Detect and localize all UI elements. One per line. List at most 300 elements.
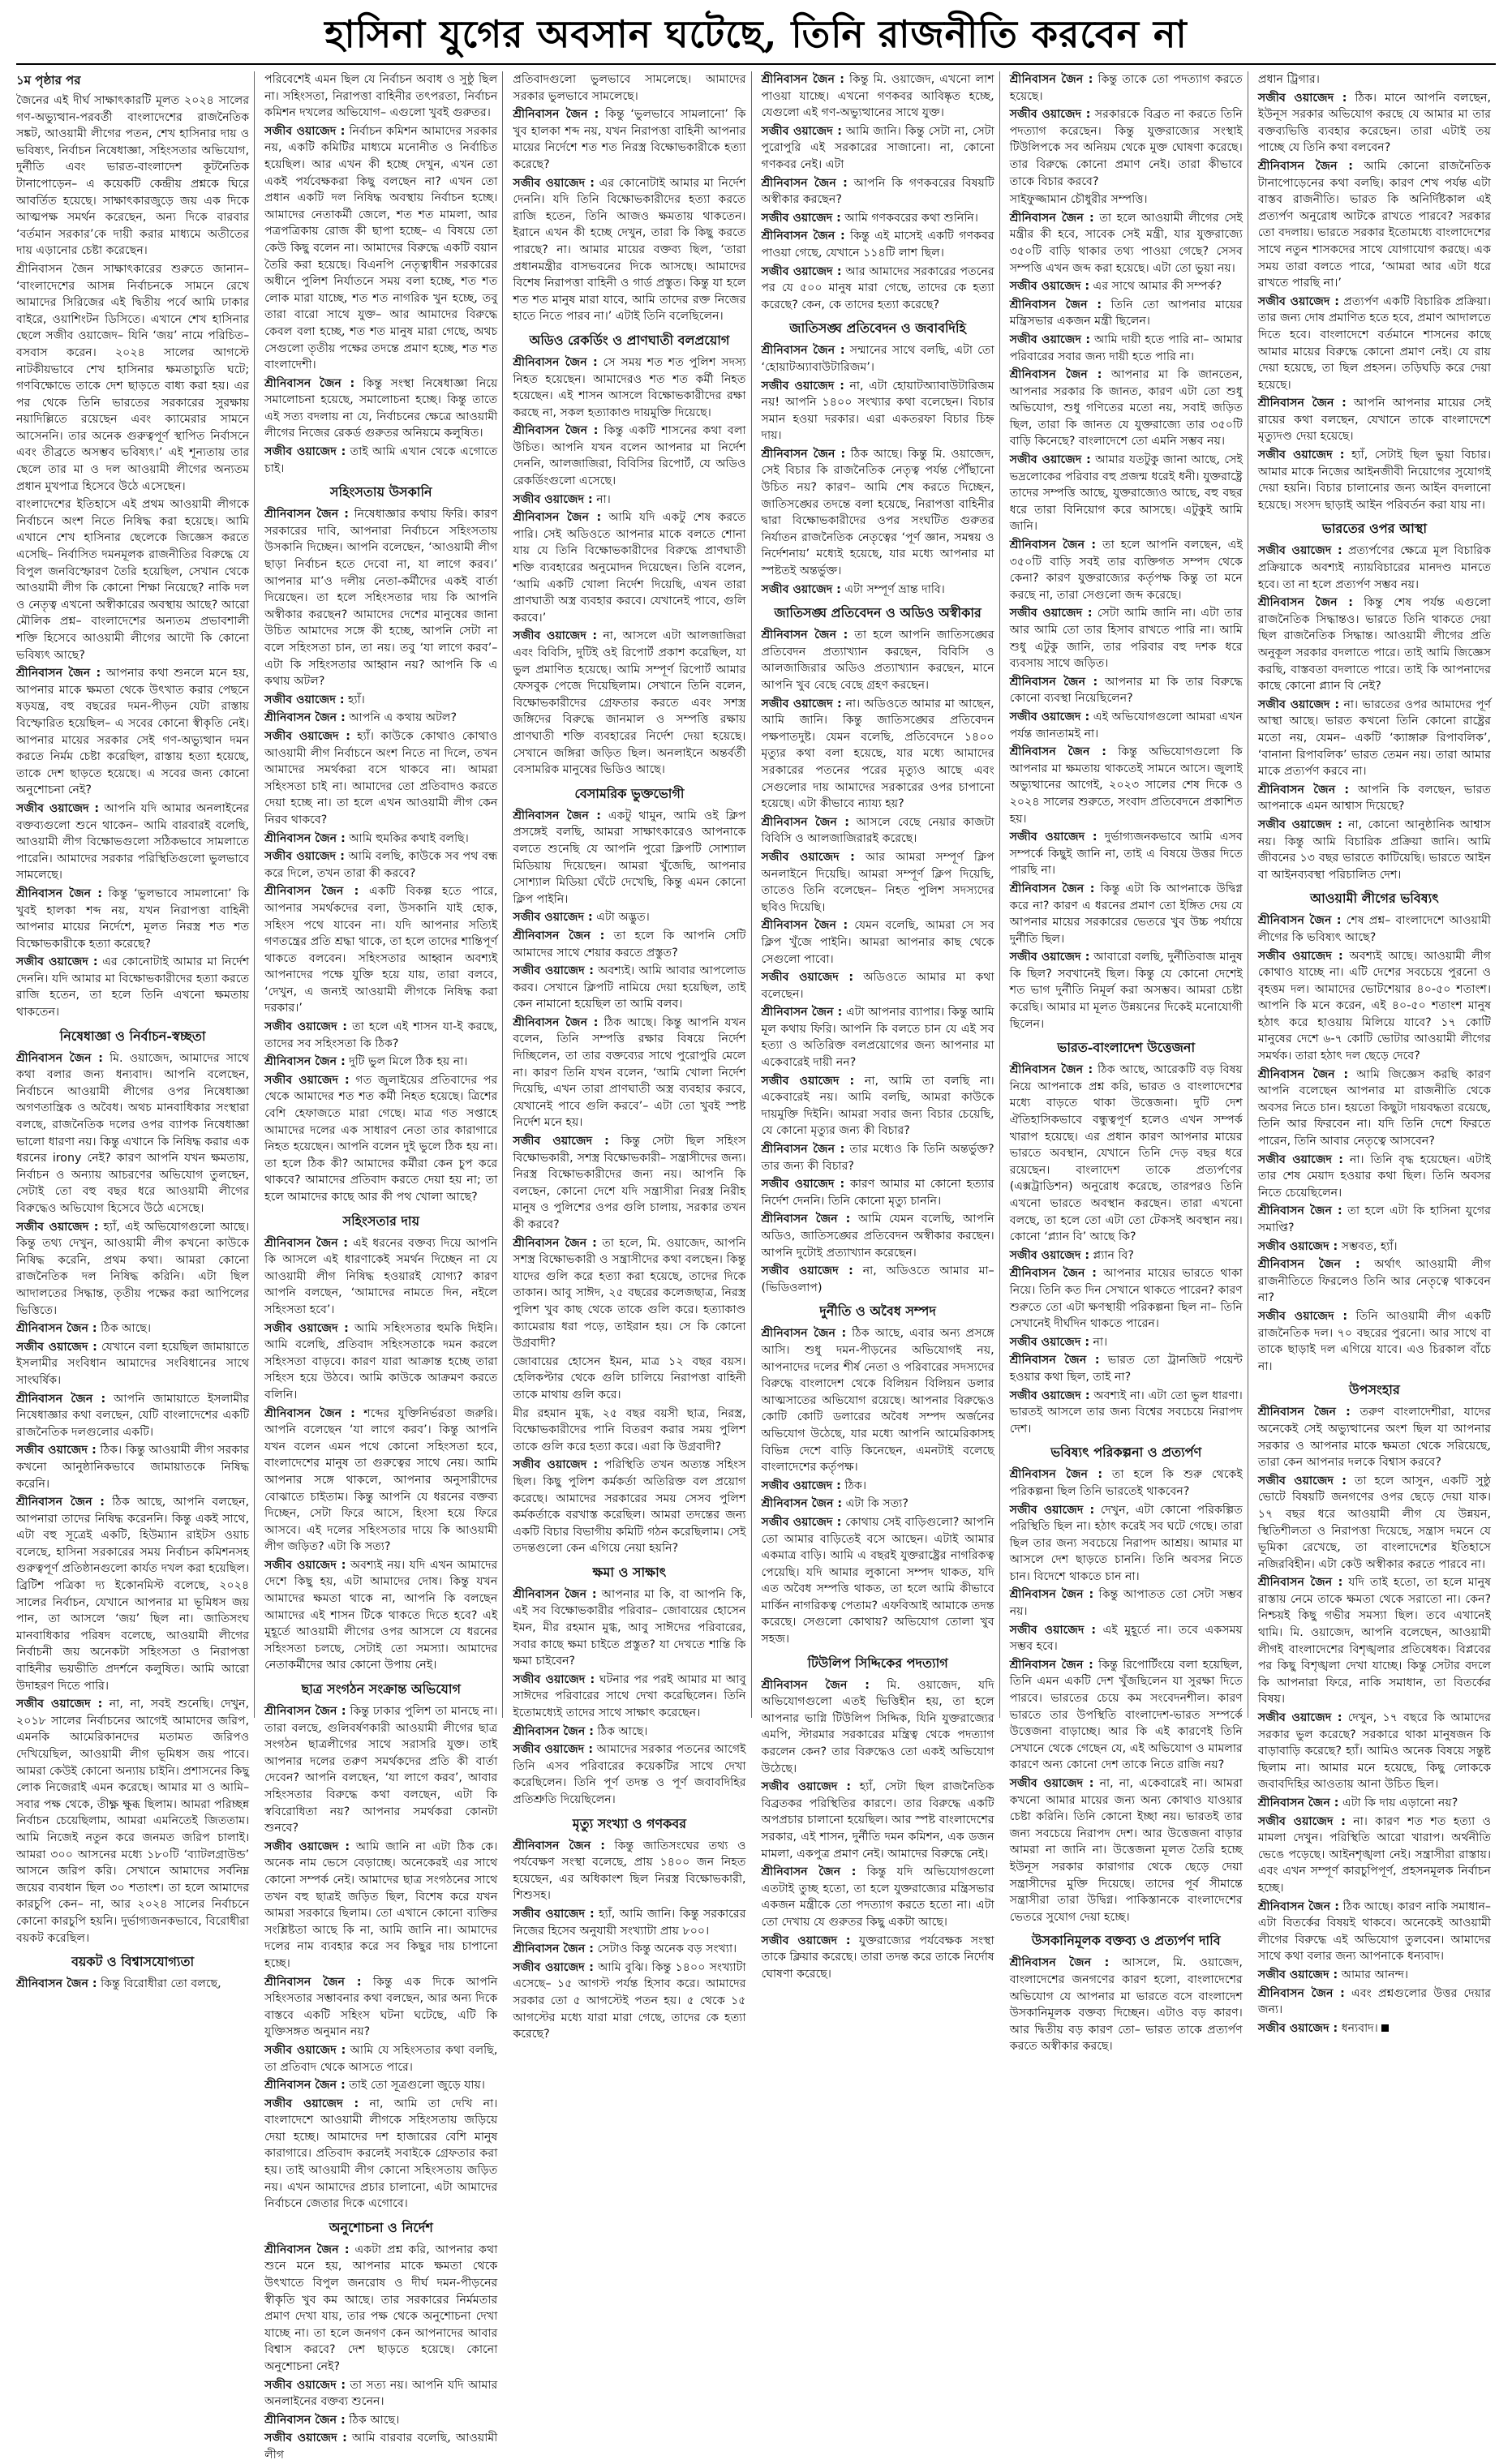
speaker-label: সজীব ওয়াজেদ : bbox=[1009, 831, 1097, 844]
paragraph-text: আমি যে সহিংসতার কথা বলছি, তা প্রতিবাদ থেকে আসতে পারে। bbox=[264, 2043, 498, 2074]
speaker-label: সজীব ওয়াজেদ : bbox=[1009, 333, 1090, 346]
paragraph bbox=[16, 496, 249, 663]
paragraph-text: তা হলে কি আপনি সেটি আমাদের সাথে শেয়ার করতে প্রস্তুত? bbox=[513, 929, 746, 959]
speaker-label: সজীব ওয়াজেদ : bbox=[1009, 1248, 1090, 1262]
paragraph bbox=[264, 1703, 497, 1837]
paragraph bbox=[762, 1496, 994, 1513]
paragraph bbox=[264, 2077, 497, 2094]
paragraph-text: ঠিক আছে, এবার অন্য প্রসঙ্গে আসি। শুধু দমন-পীড়নের অভিযোগই নয়, আপনাদের দলের শীর্ষ নেতা ও পরিবারের সদস্যদের বিরুদ্ধে বাংলাদেশ থেকে বিলিয়ন বিলিয়ন ডলার আত্মসাতের অভিযোগ রয়েছে। আপনার বিরুদ্ধেও কোটি কোটি ডলারের অবৈধ সম্পদ অর্জনের অভিযোগ উঠেছে, যার মধ্যে আপনি আমেরিকাসহ বিভিন্ন দেশে বাড়ি কিনেছেন, এমনটাই বলেছে বাংলাদেশের কর্তৃপক্ষ। bbox=[761, 1327, 994, 1475]
speaker-label: সজীব ওয়াজেদ : bbox=[513, 964, 594, 978]
paragraph bbox=[762, 1004, 994, 1071]
paragraph bbox=[1258, 1152, 1491, 1202]
speaker-label: শ্রীনিবাসন জৈন : bbox=[761, 230, 845, 243]
speaker-label: শ্রীনিবাসন জৈন : bbox=[761, 1865, 857, 1879]
continuation-label: ১ম পৃষ্ঠার পর bbox=[16, 73, 81, 88]
paragraph bbox=[762, 696, 994, 813]
paragraph bbox=[1010, 1502, 1243, 1586]
paragraph-text: ভারত তো ট্রানজিট পয়েন্ট হওয়ার কথা ছিল, তাই না? bbox=[1009, 1354, 1243, 1384]
paragraph-text: জৈনের এই দীর্ঘ সাক্ষাৎকারটি মূলত ২০২৪ সালের গণ-অভ্যুত্থান-পরবর্তী বাংলাদেশের রাজনৈতিক সঙ্কট, আওয়ামী লীগের পতন, শেখ হাসিনার দায় ও ভবিষ্যৎ, নির্বাচন নিষেধাজ্ঞা, সহিংসতার অভিযোগ, দুর্নীতি এবং ভারত-বাংলাদেশ কূটনৈতিক টানাপোড়েন– এ কয়েকটি কেন্দ্রীয় প্রশ্নকে ঘিরে আবর্তিত হয়েছে। সাক্ষাৎকারজুড়ে জয় এক দিকে আত্মপক্ষ সমর্থন করেছেন, অন্য দিকে বারবার ‘বর্তমান সরকার’কে দায়ী করার মাধ্যমে অতীতের দায় এড়ানোর চেষ্টা করেছেন। bbox=[16, 94, 250, 258]
paragraph bbox=[16, 801, 249, 884]
paragraph bbox=[513, 509, 745, 626]
paragraph-text: সম্মানের সাথে বলছি, এটা তো ‘হোয়াটঅ্যাবাউটারিজম’। bbox=[761, 344, 994, 374]
paragraph bbox=[264, 1406, 497, 1556]
paragraph bbox=[513, 1838, 745, 1904]
paragraph bbox=[762, 71, 994, 122]
paragraph-text: না। bbox=[1093, 1335, 1108, 1349]
paragraph bbox=[513, 175, 745, 325]
paragraph-text: কারণ আমার মা কোনো হত্যার নির্দেশ দেননি। তিনি কোনো মৃত্যু চাননি। bbox=[761, 1178, 994, 1208]
paragraph-text: তার মধ্যেও কি তিনি অন্তর্ভুক্ত? তার জন্য কী বিচার? bbox=[761, 1143, 994, 1173]
paragraph-text: তা হলে, মি. ওয়াজেদ, আপনি সশস্ত্র বিক্ষোভকারী ও সন্ত্রাসীদের কথা বলছেন। কিন্তু যাদের গুলি করে হত্যা করা হয়েছে, তাদের দিকে তাকান। আবু সাঈদ, ২৫ বছরের কলেজছাত্র, নিরস্ত্র পুলিশ খুব কাছ থেকে তাকে গুলি করে। হত্যাকাণ্ড ক্যামেরায় ধরা পড়ে, তাইরান হয়। সে কি কোনো উগ্রবাদী? bbox=[513, 1236, 746, 1350]
paragraph bbox=[16, 261, 249, 495]
paragraph bbox=[1010, 278, 1243, 295]
speaker-label: সজীব ওয়াজেদ : bbox=[16, 955, 98, 969]
paragraph bbox=[16, 1339, 249, 1389]
paragraph bbox=[16, 1696, 249, 1947]
speaker-label: শ্রীনিবাসন জৈন : bbox=[761, 919, 848, 933]
paragraph-text: সেটা আমি জানি না। এটা তার আর আমি তো তার হিসাব রাখতে পারি না। আমি শুধু এটুকু জানি, তার পরিবার বহু দশক ধরে ব্যবসায় সাথে জড়িত। bbox=[1009, 607, 1243, 671]
paragraph-text: ঠিক। কিন্তু আওয়ামী লীগ সরকার কখনো আনুষ্ঠানিকভাবে জামায়াতকে নিষিদ্ধ করেনি। bbox=[16, 1444, 250, 1491]
section-heading: উসকানিমূলক বক্তব্য ও প্রত্যর্পণ দাবি bbox=[1031, 1933, 1221, 1949]
speaker-label: সজীব ওয়াজেদ : bbox=[1009, 710, 1090, 723]
speaker-label: শ্রীনিবাসন জৈন : bbox=[16, 1977, 97, 1991]
paragraph bbox=[264, 123, 497, 374]
paragraph-text: অর্থাৎ আওয়ামী লীগ রাজনীতিতে ফিরলেও তিনি আর নেতৃত্বে থাকবেন না? bbox=[1257, 1258, 1492, 1305]
speaker-label: শ্রীনিবাসন জৈন : bbox=[761, 629, 848, 642]
paragraph bbox=[1010, 106, 1243, 190]
section-heading: সহিংসতায় উসকানি bbox=[329, 484, 432, 500]
speaker-label: শ্রীনিবাসন জৈন : bbox=[1009, 675, 1098, 689]
paragraph-text: প্রত্যর্পণ একটি বিচারিক প্রক্রিয়া। তার জন্য দোষ প্রমাণিত হতে হবে, প্রমাণ আদালতে দিতে হবে। বাংলাদেশে বর্তমানে শাসনের কাছে আমার মায়ের বিরুদ্ধে কোনো প্রমাণ নেই। যে রায় দেয়া হয়েছে, তা ছিল প্রহসন। তড়িঘড়ি করে দেয়া হয়েছে। bbox=[1257, 294, 1492, 392]
speaker-label: শ্রীনিবাসন জৈন : bbox=[1257, 1900, 1339, 1913]
speaker-label: শ্রীনিবাসন জৈন : bbox=[264, 711, 346, 725]
speaker-label: সজীব ওয়াজেদ : bbox=[1257, 1153, 1343, 1166]
speaker-label: সজীব ওয়াজেদ : bbox=[761, 264, 842, 278]
speaker-label: সজীব ওয়াজেদ : bbox=[1257, 1239, 1338, 1253]
paragraph-text: মি. ওয়াজেদ, যদি অভিযোগগুলো এতই ভিত্তিহীন হয়, তা হলে আপনার ভাগ্নি টিউলিপ সিদ্দিক, যিনি যুক্তরাজ্যের এমপি, স্টারমার সরকারের মন্ত্রিত্ব থেকে পদত্যাগ করলেন কেন? তার বিরুদ্ধেও তো একই অভিযোগ উঠেছে। bbox=[761, 1678, 994, 1775]
paragraph-text: কিন্তু সেটা ছিল সহিংস বিক্ষোভকারী, সশস্ত্র বিক্ষোভকারী– সন্ত্রাসীদের জন্য। নিরস্ত্র বিক্ষোভকারীদের জন্য নয়। আপনি কি বলছেন, কোনো দেশে যদি সন্ত্রাসীরা নিরস্ত্র নিরীহ মানুষ ও পুলিশের ওপর গুলি চালায়, সরকার তখন কী করবে? bbox=[513, 1135, 746, 1231]
paragraph bbox=[762, 210, 994, 227]
paragraph bbox=[513, 1354, 745, 1404]
paragraph bbox=[1258, 1067, 1491, 1150]
paragraph bbox=[264, 2096, 497, 2213]
paragraph-text: গত জুলাইয়ের প্রতিবাদের পর থেকে আমাদের শত শত কর্মী নিহত হয়েছে। ত্রিশের বেশি হেফাজতে মারা গেছে। মাত্র গত সপ্তাহে আমাদের দলের এক সাধারণ নেতা তার কারাগারে নিহত হয়েছেন। আপনি বলেন দুই ভুলে ঠিক হয় না। তা হলে ঠিক কী? আমাদের কর্মীরা কেন চুপ করে থাকবে? আমাদের প্রতিবাদ করতে দেয়া হয় না; তা হলে আমাদের কাছে আর কী পথ খোলা আছে? bbox=[264, 1073, 498, 1204]
paragraph-text: মি. ওয়াজেদ, আমাদের সাথে কথা বলার জন্য ধন্যবাদ। আপনি বলেছেন, নির্বাচনে আওয়ামী লীগের ওপর নিষেধাজ্ঞা অগণতান্ত্রিক ও অবৈধ। অথচ মানবাধিকার সংস্থারা বলছে, রাজনৈতিক দলের ওপর ব্যাপক নিষেধাজ্ঞা ভালো ধারণা নয়। কিন্তু এখানে কি নিষিদ্ধ করার এক ধরনের irony নেই? কারণ আপনি যখন ক্ষমতায়, নির্বাচন ও অন্যায় আচরণের অভিযোগ তুলছেন, সেটাই তো বহু বছর ধরে আওয়ামী লীগের বিরুদ্ধেও অভিযোগ হিসেবে উঠে এসেছে। bbox=[16, 1051, 250, 1215]
paragraph bbox=[264, 692, 497, 709]
paragraph bbox=[1258, 1795, 1491, 1812]
speaker-label: শ্রীনিবাসন জৈন : bbox=[264, 1705, 346, 1719]
paragraph bbox=[264, 2242, 497, 2376]
speaker-label: সজীব ওয়াজেদ : bbox=[1009, 1623, 1097, 1637]
paragraph bbox=[762, 264, 994, 314]
paragraph-text: ধন্যবাদ। bbox=[1341, 2021, 1378, 2035]
speaker-label: সজীব ওয়াজেদ : bbox=[513, 1135, 609, 1148]
speaker-label: সজীব ওয়াজেদ : bbox=[264, 693, 345, 706]
paragraph-text: অবশ্যই না। এটা তো ভুল ধারণা। ভারতই আসলে তার জন্য বিশ্বের সবচেয়ে নিরাপদ দেশ। bbox=[1009, 1389, 1243, 1436]
paragraph-text: হ্যাঁ, এই অভিযোগগুলো আছে। কিন্তু তথ্য দেখুন, আওয়ামী লীগ কখনো কাউকে নিষিদ্ধ করেনি, প্রথম কথা। আমরা কোনো রাজনৈতিক দল নিষিদ্ধ করিনি। এটা ছিল আদালতের সিদ্ধান্ত, তৃতীয় পক্ষের করা আপিলের ভিত্তিতে। bbox=[16, 1220, 250, 1317]
speaker-label: শ্রীনিবাসন জৈন : bbox=[1257, 596, 1353, 610]
speaker-label: শ্রীনিবাসন জৈন : bbox=[16, 886, 102, 900]
paragraph-text: কিন্তু ঢাকার পুলিশ তা মানছে না। তারা বলছে, গুলিবর্ষণকারী আওয়ামী লীগের ছাত্র সংগঠন ছাত্রলীগের সাথে সরাসরি যুক্ত। তাই আপনার দলের তরুণ সমর্থকদের প্রতি কী বার্তা দেবেন? আপনি বলছেন, ‘যা লাগে করব’, আবার সহিংসতার বিরুদ্ধে কথা বলছেন, এটা কি স্ববিরোধিতা নয়? আপনার সমর্থকরা কোনটা শুনবে? bbox=[264, 1705, 498, 1835]
speaker-label: সজীব ওয়াজেদ : bbox=[264, 445, 346, 459]
speaker-label: শ্রীনিবাসন জৈন : bbox=[513, 929, 605, 942]
speaker-label: শ্রীনিবাসন জৈন : bbox=[264, 2243, 350, 2256]
speaker-label: সজীব ওয়াজেদ : bbox=[761, 582, 841, 596]
paragraph-text: ঠিক আছে। কারণ নাকি সমাধান– এটা বিতর্কের বিষয়ই থাকবে। অনেকেই আওয়ামী লীগের বিরুদ্ধে এই অভিযোগ তুলবেন। আমাদের সাথে কথা বলার জন্য আপনাকে ধন্যবাদ। bbox=[1257, 1900, 1492, 1964]
paragraph-text: দুটি ভুল মিলে ঠিক হয় না। bbox=[349, 1055, 468, 1069]
paragraph bbox=[1258, 71, 1491, 88]
paragraph-text: শব্দের যুক্তিনির্ভরতা জরুরি। আপনি বলেছেন ‘যা লাগে করব’। কিন্তু আপনি যখন বলেন এমন পথে কোনো সহিংসতা হবে, বাংলাদেশের মানুষ তা গুরুত্বের সাথে নেয়। আমি আপনার সঙ্গে থাকলে, আপনার অনুসারীদের বোঝাতে চাইতাম। কিন্তু আপনি যে ধরনের বক্তব্য দিচ্ছেন, সেটা ফিরে আসে, হিংসা হয়ে ফিরে আসবে। এই দলের সহিংসতার দায়ে কি আওয়ামী লীগ জড়িত? এটা কি সত্য? bbox=[264, 1406, 498, 1554]
paragraph bbox=[1258, 1574, 1491, 1708]
paragraph bbox=[762, 1263, 994, 1296]
speaker-label: শ্রীনিবাসন জৈন : bbox=[513, 1724, 594, 1738]
paragraph-text: কিন্তু ‘ভুলভাবে সামলানো’ কি খুবই হালকা শব্দ নয়, যখন নিরাপত্তা বাহিনী আপনার মায়ের নির্দেশে, মূলত নিরস্ত্র শত শত বিক্ষোভকারীকে হত্যা করেছে? bbox=[16, 886, 250, 951]
paragraph-text: তা হলে আপনি বলছেন, এই ৩৫০টি বাড়ি সবই তার ব্যক্তিগত সম্পদ থেকে কেনা? কারণ যুক্তরাজ্যের কর্তৃপক্ষ কিন্তু তা মনে করছে না, তারা সেগুলো জব্দ করেছে। bbox=[1009, 539, 1243, 602]
speaker-label: শ্রীনিবাসন জৈন : bbox=[1257, 783, 1350, 796]
paragraph-text: তা হলে আসুন, একটি সুষ্ঠু ভোটে বিষয়টি জনগণের ওপর ছেড়ে দেয়া যাক। ১৭ বছর ধরে আওয়ামী লীগ যে উন্নয়ন, স্থিতিশীলতা ও নিরাপত্তা দিয়েছে, সন্ত্রাস দমনে যে ভূমিকা রেখেছে, তা বাংলাদেশের ইতিহাসে নজিরবিহীন। এটা কেউ অস্বীকার করতে পারবে না। bbox=[1257, 1474, 1492, 1571]
paragraph-text: আমি যেমন বলেছি, আপনি অডিও, জাতিসঙ্ঘের প্রতিবেদন অস্বীকার করছেন। আপনি দুটোই প্রত্যাখ্যান করেছেন। bbox=[761, 1213, 994, 1260]
paragraph bbox=[1258, 543, 1491, 593]
paragraph-text: কিন্তু সংস্থা নিষেধাজ্ঞা নিয়ে সমালোচনা হয়েছে, সমালোচনা হচ্ছে। কিন্তু তাতে এই সত্য বদলায় না যে, নির্বাচনের ক্ষেত্রে আওয়ামী লীগের নিজের রেকর্ড গুরুতর অনিয়মে কলুষিত। bbox=[264, 376, 498, 440]
paragraph bbox=[513, 1133, 745, 1234]
paragraph bbox=[1258, 90, 1491, 157]
speaker-label: সজীব ওয়াজেদ : bbox=[16, 1220, 99, 1234]
paragraph-text: তা হলে এটা কি হাসিনা যুগের সমাপ্তি? bbox=[1257, 1204, 1492, 1234]
paragraph-text: আমি জানি না এটা ঠিক কে। অনেক নাম ভেসে বেড়াচ্ছে। অনেকেরই এর সাথে কোনো সম্পর্ক নেই। আমাদের ছাত্র সংগঠনের সাথে তখন বহু ছাত্রই জড়িত ছিল, বিশেষ করে যখন আমরা সরকারে ছিলাম। তো এখানে কোনো ব্যক্তির সংশ্লিষ্টতা আছে কি না, আমি জানি না। আমাদের দলের নাম ব্যবহার করে সব কিছুর দায় চাপানো হচ্ছে। bbox=[264, 1839, 498, 1970]
paragraph bbox=[762, 849, 994, 916]
speaker-label: সজীব ওয়াজেদ : bbox=[1257, 1711, 1342, 1725]
paragraph-text: এর সাথে আমার কী সম্পর্ক? bbox=[1093, 280, 1222, 294]
paragraph bbox=[513, 628, 745, 778]
paragraph-text: ঠিক। মানে আপনি বলছেন, ইউনূস সরকার অভিযোগ করছে যে আমার মা তার বক্তব্যভিত্তি ব্যবহার করেছেন। তারা এটাই তয় পাচ্ছে যে তিনি কথা বলবেন? bbox=[1257, 91, 1492, 155]
section-heading: ছাত্র সংগঠন সংক্রান্ত অভিযোগ bbox=[301, 1681, 461, 1698]
speaker-label: শ্রীনিবাসন জৈন : bbox=[1009, 298, 1102, 311]
speaker-label: শ্রীনিবাসন জৈন : bbox=[513, 1839, 605, 1852]
paragraph-text: শেষ প্রশ্ন– বাংলাদেশে আওয়ামী লীগের কি ভবিষ্যৎ আছে? bbox=[1257, 914, 1492, 944]
paragraph-text: না, আমি তা দেখি না। বাংলাদেশে আওয়ামী লীগকে সহিংসতায় জড়িয়ে দেয়া হচ্ছে। আমাদের দশ হাজারের বেশি মানুষ কারাগারে। প্রতিবাদ করলেই সবাইকে গ্রেফতার করা হয়। তাই আওয়ামী লীগ কোনো সহিংসতায় জড়িত নয়। এখন আমাদের প্রচার চালানো, এটা আমাদের নির্বাচনে জেতার দিকে এগোবে। bbox=[264, 2097, 498, 2211]
speaker-label: সজীব ওয়াজেদ : bbox=[1009, 280, 1090, 294]
paragraph-text: না, না, একেবারেই না। আমরা কখনো আমার মায়ের জন্য অন্য কোথাও যাওয়ার চেষ্টা করিনি। তিনি কোনো ইচ্ছা নয়। ভারতই তার জন্য সবচেয়ে নিরাপদ দেশ। আর উত্তেজনা বাড়ার আমরা না জানি না। উত্তেজনা মূলত তৈরি হচ্ছে ইউনূস সরকার কারাগার থেকে ছেড়ে দেয়া সন্ত্রাসীদের মুক্তি দিয়েছে। তাদের পূর্ব সীমান্তে সন্ত্রাসীরা তারা উদ্বিগ্ন। পাকিস্তানকে বাংলাদেশের ভেতরে সুযোগ দেয়া হচ্ছে। bbox=[1009, 1777, 1243, 1924]
paragraph-text: তা হলে এই শাসন যা-ই করছে, তাদের সব সহিংসতা কি ঠিক? bbox=[264, 1020, 498, 1050]
paragraph-text: আমি হুমকির কথাই বলছি। bbox=[349, 831, 469, 845]
paragraph-text: না, আসলে এটা আলজাজিরা এবং বিবিসি, দুটিই ওই রিপোর্ট প্রকাশ করেছিল, যা ভুল প্রমাণিত হয়েছে। আমি সম্পূর্ণ রিপোর্ট আমার ফেসবুক পেজে দিয়েছিলাম। সেখানে তিনি বলেন, বিক্ষোভকারীদের গ্রেফতার করতে এবং সশস্ত্র জঙ্গিদের বিরুদ্ধে জানমাল ও সম্পত্তি রক্ষায় প্রাণঘাতী শক্তি ব্যবহারের নির্দেশ দেয়া হয়েছে। সেখানে জঙ্গিরা জড়িত ছিল। অনলাইনে অন্তর্বর্তী বেসামরিক মানুষের ভিডিও আছে। bbox=[513, 629, 746, 777]
paragraph-text: আমার আনন্দ। bbox=[1341, 1968, 1409, 1981]
speaker-label: সজীব ওয়াজেদ : bbox=[264, 2432, 347, 2445]
paragraph-text: কিন্তু এই মাসেই একটি গণকবর পাওয়া গেছে, যেখানে ১১৪টি লাশ ছিল। bbox=[761, 230, 994, 260]
speaker-label: শ্রীনিবাসন জৈন : bbox=[761, 1143, 845, 1157]
paragraph bbox=[1010, 1955, 1243, 2055]
paragraph-text: আমাদের সরকার পতনের আগেই তিনি এসব পরিবারের কয়েকটির সাথে দেখা করেছিলেন। তিনি পূর্ণ তদন্ত ও পূর্ণ জবাবদিহির প্রতিশ্রুতি দিয়েছিলেন। bbox=[513, 1743, 746, 1806]
section-heading: আওয়ামী লীগের ভবিষ্যৎ bbox=[1310, 891, 1439, 907]
speaker-label: সজীব ওয়াজেদ : bbox=[761, 1780, 852, 1794]
paragraph bbox=[1010, 1586, 1243, 1620]
paragraph-text: একটু থামুন, আমি ওই ক্লিপ প্রসঙ্গেই বলছি, আমরা সাক্ষাৎকারেও আপনাকে বলতে শুনেছি যে আপনি পুরো ক্লিপটি সোশ্যাল মিডিয়ায় দিয়েছেন। আমরা খুঁজেছি, আপনার সোশ্যাল মিডিয়া ঘেঁটে দেখেছি, কিন্তু এমন কোনো ক্লিপ পাইনি। bbox=[513, 809, 746, 906]
column-6 bbox=[1257, 71, 1496, 2035]
paragraph bbox=[1258, 395, 1491, 445]
speaker-label: শ্রীনিবাসন জৈন : bbox=[513, 1942, 594, 1956]
speaker-label: শ্রীনিবাসন জৈন : bbox=[1009, 1956, 1110, 1970]
speaker-label: শ্রীনিবাসন জৈন : bbox=[1009, 882, 1095, 895]
paragraph bbox=[264, 2377, 497, 2410]
paragraph-text: আপনার মা কি তার বিরুদ্ধে কোনো ব্যবস্থা নিয়েছিলেন? bbox=[1009, 675, 1243, 706]
paragraph bbox=[264, 1019, 497, 1052]
speaker-label: সজীব ওয়াজেদ : bbox=[1257, 449, 1345, 462]
paragraph-text: এটা সম্পূর্ণ ভ্রান্ত দাবি। bbox=[844, 582, 945, 596]
paragraph-text: তা হলে আপনি জাতিসঙ্ঘের প্রতিবেদন প্রত্যাখ্যান করছেন, বিবিসি ও আলজাজিরার অডিও প্রত্যাখ্যান করছেন, মানে আপনি খুব বেছে বেছে গ্রহণ করছেন। bbox=[761, 629, 994, 692]
paragraph bbox=[762, 1073, 994, 1140]
speaker-label: সজীব ওয়াজেদ : bbox=[761, 1074, 855, 1088]
paragraph-text: আপনি কি গণকবরের বিষয়টি অস্বীকার করছেন? bbox=[761, 176, 994, 207]
paragraph bbox=[1010, 1388, 1243, 1438]
paragraph-text: আর আমরা সম্পূর্ণ ক্লিপ অনলাইনে দিয়েছি। আমরা সম্পূর্ণ ক্লিপ দিয়েছি, তাতেও তিনি বলেছেন– নিহত পুলিশ সদস্যদের ছবিও দিয়েছি। bbox=[761, 850, 994, 914]
speaker-label: সজীব ওয়াজেদ : bbox=[1257, 1814, 1346, 1828]
speaker-label: সজীব ওয়াজেদ : bbox=[761, 1178, 845, 1191]
speaker-label: সজীব ওয়াজেদ : bbox=[16, 801, 100, 815]
speaker-label: সজীব ওয়াজেদ : bbox=[264, 2378, 346, 2392]
paragraph bbox=[1010, 367, 1243, 450]
speaker-label: শ্রীনিবাসন জৈন : bbox=[1009, 1468, 1102, 1482]
speaker-label: সজীব ওয়াজেদ : bbox=[761, 1515, 842, 1529]
speaker-label: সজীব ওয়াজেদ : bbox=[1257, 818, 1342, 831]
paragraph bbox=[1010, 949, 1243, 1032]
speaker-label: সজীব ওয়াজেদ : bbox=[264, 1839, 350, 1853]
paragraph bbox=[1258, 447, 1491, 513]
speaker-label: শ্রীনিবাসন জৈন : bbox=[1257, 397, 1347, 410]
speaker-label: শ্রীনিবাসন জৈন : bbox=[513, 355, 598, 369]
section-heading: অডিও রেকর্ডিং ও প্রাণঘাতী বলপ্রয়োগ bbox=[529, 332, 730, 348]
paragraph-text: যদি তাই হতো, তা হলে মানুষ রাস্তায় নেমে তাকে ক্ষমতা থেকে সরাতো না। কেন? নিশ্চয়ই কিছু গভীর সমস্যা ছিল। তবে এখানেই থামি। মি. ওয়াজেদ, আপনি বলেছেন, আওয়ামী লীগই বাংলাদেশের বিশৃঙ্খলার প্রতিষেধক। বিপ্লবের পর কিছু বিশৃঙ্খলা দেখা যাচ্ছে। কিন্তু সেটার বদলে কি আপনারা ফিরে, নাকি সমাধান, তা বিতর্কের বিষয়। bbox=[1257, 1576, 1492, 1706]
paragraph-text: ঘটনার পর পরই আমার মা আবু সাঈদের পরিবারের সাথে দেখা করেছিলেন। তিনি ইতোমধ্যেই তাদের সাথে সাক্ষাৎ করেছেন। bbox=[513, 1672, 746, 1720]
column-1 bbox=[16, 71, 255, 1991]
speaker-label: শ্রীনিবাসন জৈন : bbox=[513, 511, 602, 525]
speaker-label: সজীব ওয়াজেদ : bbox=[513, 1672, 595, 1686]
speaker-label: শ্রীনিবাসন জৈন : bbox=[264, 1236, 348, 1250]
paragraph bbox=[16, 1050, 249, 1217]
paragraph-text: আপনি আপনার মায়ের সেই রায়ের কথা বলছেন, যেখানে তাকে বাংলাদেশে মৃত্যুদণ্ড দেয়া হয়েছে। bbox=[1257, 397, 1492, 444]
speaker-label: সজীব ওয়াজেদ : bbox=[264, 124, 346, 138]
paragraph-text: এটা অদ্ভুত। bbox=[596, 911, 650, 925]
speaker-label: শ্রীনিবাসন জৈন : bbox=[513, 424, 599, 438]
paragraph bbox=[762, 1141, 994, 1174]
paragraph-text: ঠিক আছে, আপনি বলছেন, আপনারা তাদের নিষিদ্ধ করেননি। কিন্তু একই সাথে, এটা বহু সূত্রেই একটি, হিউম্যান রাইটস ওয়াচ বলেছে, হাসিনা সরকারের সময় নির্বাচন কমিশনসহ গুরুত্বপূর্ণ প্রতিষ্ঠানগুলো কার্যত দখল করা হয়েছিল। ব্রিটিশ পত্রিকা দ্য ইকোনমিস্ট বলেছে, ২০২৪ সালের নির্বাচন, যেখানে আপনার মা ভূমিধস জয় পান, তা আসলে ‘জয়’ ছিল না। জাতিসংঘ মানবাধিকার পরিষদ বলেছে, আওয়ামী লীগের নির্বাচনী জয় অনেকটা সহিংসতা ও নিরাপত্তা বাহিনীর ভয়ভীতি প্রদর্শনে কলুষিত। আমি আরো উদাহরণ দিতে পারি। bbox=[16, 1496, 250, 1693]
paragraph bbox=[513, 1724, 745, 1741]
paragraph bbox=[264, 1557, 497, 1674]
paragraph bbox=[513, 492, 745, 509]
paragraph-text: তরুণ বাংলাদেশীরা, যাদের অনেকেই সেই অভ্যুত্থানের অংশ ছিল যা আপনার সরকার ও আপনার মাকে ক্ষমতা থেকে সরিয়েছে, তারা কেন আপনার দলকে বিশ্বাস করবে? bbox=[1257, 1406, 1492, 1470]
speaker-label: সজীব ওয়াজেদ : bbox=[1257, 1474, 1347, 1487]
section-heading: নিষেধাজ্ঞা ও নির্বাচন-স্বচ্ছতা bbox=[59, 1028, 206, 1044]
paragraph-text: আবারো বলছি, দুর্নীতিবাজ মানুষ কি ছিল? সবখানেই ছিল। কিন্তু যে কোনো দেশেই শত ভাগ দুর্নীতি নিমূর্ল করা অসম্ভব। আমরা চেষ্টা করেছি। আমার মা মূলত উন্নয়নের দিকেই মনোযোগী ছিলেন। bbox=[1009, 951, 1243, 1031]
column-2 bbox=[264, 71, 503, 2462]
paragraph-text: কিন্তু শেষ পর্যন্ত এগুলো রাজনৈতিক সিদ্ধান্তও। ভারতে তিনি থাকতে দেয়া ছিল রাজনৈতিক সিদ্ধান্ত। আওয়ামী লীগের প্রতি অনুকূল সরকার বদলাতে পারে। তাই আমি জিজ্ঞেস করছি, বাস্তবতা বদলাতে পারে। তাই কি আপনাদের কাছে কোনো প্ল্যান বি নেই? bbox=[1257, 596, 1492, 693]
paragraph bbox=[1258, 948, 1491, 1065]
paragraph bbox=[16, 1494, 249, 1694]
section-heading: ভারতের ওপর আস্থা bbox=[1321, 521, 1427, 537]
paragraph bbox=[762, 917, 994, 968]
paragraph-text: ঠিক আছে। bbox=[597, 1724, 648, 1738]
speaker-label: সজীব ওয়াজেদ : bbox=[761, 1264, 853, 1278]
paragraph bbox=[1258, 1238, 1491, 1256]
paragraph bbox=[16, 1391, 249, 1441]
paragraph-text: যুক্তরাজ্যের পর্যবেক্ষক সংস্থা তাকে ক্লিয়ার করেছে। তারা তদন্ত করে তাকে নির্দোষ ঘোষণা করেছে। bbox=[761, 1934, 994, 1981]
paragraph bbox=[513, 423, 745, 489]
paragraph-text: আমি বুঝি। কিন্তু ১৪০০ সংখ্যাটা এসেছে– ১৫ আগস্ট পর্যন্ত হিসাব করে। আমাদের সরকার তো ৫ আগস্টেই পতন হয়। ৫ থেকে ১৫ আগস্টের মধ্যে যারা মারা গেছে, তাদের কে হত্যা করেছে? bbox=[513, 1960, 746, 2041]
section-heading: অনুশোচনা ও নির্দেশ bbox=[329, 2219, 433, 2235]
paragraph bbox=[16, 1320, 249, 1337]
paragraph bbox=[264, 506, 497, 690]
speaker-label: শ্রীনিবাসন জৈন : bbox=[1009, 1658, 1093, 1672]
paragraph bbox=[1010, 881, 1243, 947]
paragraph-text: ঠিক আছে। কিন্তু আপনি যখন বলেন, তিনি সম্পত্তি রক্ষার বিষয়ে নির্দেশ দিচ্ছিলেন, তা তার বক্তব্যের সাথে পুরোপুরি মেলে না। কারণ তিনি যখন বলেন, ‘আমি খোলা নির্দেশ দিয়েছি, এখন তারা প্রাণঘাতী অস্ত্র ব্যবহার করবে, যেখানেই পাবে গুলি করবে’– এটা তো খুবই স্পষ্ট নির্দেশ মনে হয়। bbox=[513, 1015, 746, 1130]
speaker-label: শ্রীনিবাসন জৈন : bbox=[16, 667, 101, 680]
speaker-label: সজীব ওয়াজেদ : bbox=[1009, 108, 1091, 122]
speaker-label: শ্রীনিবাসন জৈন : bbox=[1257, 159, 1353, 173]
paragraph bbox=[264, 1974, 497, 2041]
paragraph bbox=[264, 883, 497, 1017]
paragraph bbox=[762, 1478, 994, 1495]
paragraph-text: এই ধরনের বক্তব্য দিয়ে আপনি কি আসলে এই ধারণাকেই সমর্থন দিচ্ছেন না যে আওয়ামী লীগ নিষিদ্ধ হওয়ারই যোগ্য? কারণ আপনি বলছেন, ‘আমাদের নামতে দিন, নইলে সহিংসতা হবে’। bbox=[264, 1236, 498, 1316]
paragraph-text: কিন্তু জাতিসংঘের তথ্য ও পর্যবেক্ষণ সংস্থা বলেছে, প্রায় ১৪০০ জন নিহত হয়েছেন, এর অধিকাংশ ছিল নিরস্ত্র বিক্ষোভকারী, শিশুসহ। bbox=[513, 1839, 746, 1903]
paragraph-text: সম্ভবত, হ্যাঁ। bbox=[1341, 1239, 1398, 1253]
paragraph-text: আমি দায়ী হতে পারি না– আমার পরিবারের সবার জন্য দায়ী হতে পারি না। bbox=[1009, 333, 1243, 363]
paragraph-text: জোবায়ের হোসেন ইমন, মাত্র ১২ বছর বয়স। হেলিকপ্টার থেকে গুলি চালিয়ে নিরাপত্তা বাহিনী তাকে মাথায় গুলি করে। bbox=[513, 1354, 746, 1402]
paragraph bbox=[264, 1320, 497, 1404]
speaker-label: সজীব ওয়াজেদ : bbox=[16, 1444, 97, 1457]
speaker-label: সজীব ওয়াজেদ : bbox=[761, 1479, 841, 1492]
paragraph-text: ঠিক। bbox=[844, 1479, 867, 1492]
paragraph bbox=[1010, 1265, 1243, 1332]
speaker-label: শ্রীনিবাসন জৈন : bbox=[1009, 1063, 1093, 1077]
paragraph-text: তিনি আওয়ামী লীগ একটি রাজনৈতিক দল। ৭০ বছরের পুরনো। আর সাথে বা তাকে ছাড়াই দল এগিয়ে যাবে। এও চিরকাল বাঁচে না। bbox=[1257, 1309, 1492, 1373]
paragraph bbox=[16, 1976, 249, 1993]
section-heading: ভারত-বাংলাদেশ উত্তেজনা bbox=[1057, 1040, 1196, 1056]
speaker-label: শ্রীনিবাসন জৈন : bbox=[1257, 1576, 1343, 1590]
speaker-label: সজীব ওয়াজেদ : bbox=[264, 2097, 359, 2110]
speaker-label: শ্রীনিবাসন জৈন : bbox=[761, 1213, 851, 1226]
speaker-label: শ্রীনিবাসন জৈন : bbox=[16, 1322, 97, 1336]
paragraph bbox=[264, 1054, 497, 1071]
speaker-label: সজীব ওয়াজেদ : bbox=[513, 1743, 594, 1757]
paragraph bbox=[762, 627, 994, 693]
paragraph bbox=[1010, 210, 1243, 277]
speaker-label: শ্রীনিবাসন জৈন : bbox=[513, 809, 601, 822]
paragraph bbox=[1258, 1203, 1491, 1236]
section-heading: ক্ষমা ও সাক্ষাৎ bbox=[592, 1564, 667, 1580]
paragraph-text: নির্বাচন কমিশন আমাদের সরকার নয়, একটি কমিটির মাধ্যমে মনোনীত ও নির্বাচিত হয়েছিল। আর এখন কী হচ্ছে দেখুন, এখন তো একই পর্যবেক্ষকরা কিছু বলছেন না? এখন তো প্রধান একটি দল নিষিদ্ধ অবস্থায় নির্বাচন হচ্ছে। আমাদের নেতাকর্মী জেলে, শত শত মামলা, আর পত্রপত্রিকায় রোজ কী ছাপা হচ্ছে– এ বিষয়ে তো কেউ কিছু বলেন না। আমাদের বিরুদ্ধে একটি বয়ান তৈরি করা হয়েছে। বিএনপি নেতৃত্বাধীন সরকারের অধীনে পুলিশ নির্যাতনে সময় বলা হচ্ছে, শত শত লোক মারা যাচ্ছে, শত শত নাগরিক খুন হচ্ছে, তবু তারা বারো সাথে যুক্ত– আর আমাদের বিরুদ্ধে কেবল বলা হচ্ছে, শত শত মানুষ মারা গেছে, অথচ সেগুলো তৃতীয় পক্ষের তদন্তে প্রমাণ হচ্ছে, শত শত বাংলাদেশী। bbox=[264, 124, 498, 372]
speaker-label: সজীব ওয়াজেদ : bbox=[1009, 1389, 1090, 1402]
paragraph bbox=[1258, 158, 1491, 292]
speaker-label: সজীব ওয়াজেদ : bbox=[513, 176, 595, 190]
paragraph bbox=[762, 1325, 994, 1475]
paragraph-text: যেখানে বলা হয়েছিল জামায়াতে ইসলামীর সংবিধান আমাদের সংবিধানের সাথে সাংঘর্ষিক। bbox=[16, 1340, 250, 1387]
speaker-label: শ্রীনিবাসন জৈন : bbox=[264, 831, 346, 845]
paragraph bbox=[16, 886, 249, 952]
speaker-label: সজীব ওয়াজেদ : bbox=[16, 1340, 97, 1354]
speaker-label: সজীব ওয়াজেদ : bbox=[761, 697, 842, 710]
column-5 bbox=[1009, 71, 1248, 2054]
end-mark bbox=[1381, 2024, 1389, 2032]
paragraph bbox=[264, 848, 497, 882]
paragraph-text: আপনি যদি আমার অনলাইনের বক্তব্যগুলো শুনে থাকেন– আমি বারবারই বলেছি, আওয়ামী লীগ বিক্ষোভগুলো সঠিকভাবে সামলাতে পারেনি। আমাদের সরকার পরিস্থিতিগুলো ভুলভাবে সামলেছে। bbox=[16, 801, 250, 882]
speaker-label: সজীব ওয়াজেদ : bbox=[513, 1907, 595, 1921]
column-4 bbox=[761, 71, 1000, 1981]
paragraph bbox=[264, 1839, 497, 1972]
speaker-label: শ্রীনিবাসন জৈন : bbox=[513, 108, 599, 122]
speaker-label: সজীব ওয়াজেদ : bbox=[761, 379, 844, 393]
paragraph-text: এই মুহূর্তে না। তবে একসময় সম্ভব হবে। bbox=[1009, 1623, 1243, 1654]
paragraph bbox=[1010, 709, 1243, 742]
paragraph bbox=[1258, 1308, 1491, 1375]
paragraph bbox=[762, 342, 994, 376]
paragraph bbox=[513, 963, 745, 1013]
speaker-label: সজীব ওয়াজেদ : bbox=[264, 1020, 347, 1034]
speaker-label: শ্রীনিবাসন জৈন : bbox=[264, 376, 355, 390]
paragraph bbox=[513, 1235, 745, 1352]
speaker-label: সজীব ওয়াজেদ : bbox=[761, 850, 855, 864]
speaker-label: শ্রীনিবাসন জৈন : bbox=[1257, 1067, 1349, 1081]
paragraph-text: আসলে বেছে নেয়ার কাজটা বিবিসি ও আলজাজিরারই করেছে। bbox=[761, 815, 994, 846]
section-heading: মৃত্যু সংখ্যা ও গণকবর bbox=[572, 1815, 687, 1831]
paragraph bbox=[264, 710, 497, 727]
paragraph bbox=[762, 1176, 994, 1209]
paragraph bbox=[1010, 674, 1243, 707]
speaker-label: সজীব ওয়াজেদ : bbox=[761, 971, 854, 985]
paragraph bbox=[1258, 595, 1491, 695]
speaker-label: সজীব ওয়াজেদ : bbox=[1009, 1335, 1090, 1349]
paragraph-text: প্রত্যর্পণের ক্ষেত্রে মূল বিচারিক প্রক্রিয়াকে অবশ্যই ন্যায়বিচারের মানদণ্ড মানতে হবে। তা না হলে প্রত্যর্পণ সম্ভব নয়। bbox=[1257, 544, 1492, 591]
paragraph-text: মীর রহমান মুগ্ধ, ২৫ বছর বয়সী ছাত্র, নিরস্ত্র, বিক্ষোভকারীদের পানি বিতরণ করার সময় পুলিশ তাকে গুলি করে হত্যা করে। এরা কি উগ্রবাদী? bbox=[513, 1406, 746, 1453]
paragraph-text: আমি বলছি, কাউকে সব পথ বন্ধ করে দিলে, তখন তারা কী করবে? bbox=[264, 850, 498, 880]
speaker-label: সজীব ওয়াজেদ : bbox=[1257, 91, 1347, 105]
paragraph bbox=[762, 814, 994, 848]
paragraph-text: শ্রীনিবাসন জৈন সাক্ষাৎকারের শুরুতে জানান– ‘বাংলাদেশের আসন্ন নির্বাচনকে সামনে রেখে আমাদের সিরিজের এই দ্বিতীয় পর্বে আমি ঢাকার বাইরে, ওয়াশিংটন ডিসিতে। এখানে শেখ হাসিনার ছেলে সজীব ওয়াজেদ– যিনি ‘জয়’ নামে পরিচিত– বসবাস করেন। ২০২৪ সালের আগস্টে নাটকীয়ভাবে শেখ হাসিনার ক্ষমতাচ্যুতি ঘটে; গণবিক্ষোভে তাকে দেশ ছাড়তে বাধ্য করা হয়। এর পর থেকে তিনি ভারতের সরকারের সুরক্ষায় নয়াদিল্লিতে রয়েছেন এবং ক্যামেরার সামনে আসেননি। তার অনেক গুরুত্বপূর্ণ স্থাপিত নির্বাসনে এবং তীব্রতে অসম্ভব ভবিষ্যৎ।’ এই শূন্যতায় তার ছেলে তার মা ও দল আওয়ামী লীগের অন্যতম প্রধান মুখপাত্র হিসেবে উঠে এসেছেন। bbox=[16, 262, 250, 493]
speaker-label: শ্রীনিবাসন জৈন : bbox=[1009, 1588, 1094, 1602]
paragraph bbox=[1010, 1062, 1243, 1246]
paragraph bbox=[264, 2412, 497, 2429]
speaker-label: শ্রীনিবাসন জৈন : bbox=[1257, 1796, 1339, 1809]
section-heading: টিউলিপ সিদ্দিকের পদত্যাগ bbox=[807, 1655, 948, 1671]
speaker-label: সজীব ওয়াজেদ : bbox=[761, 124, 842, 138]
paragraph-text: অবশ্যই। আমি আবার আপলোড করব। সেখানে ক্লিপটি নামিয়ে দেয়া হয়েছিল, তাই কেন নামানো হয়েছিল তা আমি বলব। bbox=[513, 964, 746, 1011]
paragraph-text: ঠিক আছে। bbox=[101, 1322, 152, 1336]
paragraph bbox=[264, 831, 497, 848]
column-3 bbox=[513, 71, 751, 2041]
speaker-label: সজীব ওয়াজেদ : bbox=[1257, 294, 1339, 308]
paragraph bbox=[1258, 1710, 1491, 1793]
speaker-label: সজীব ওয়াজেদ : bbox=[1257, 544, 1342, 558]
paragraph bbox=[513, 909, 745, 926]
paragraph bbox=[264, 444, 497, 477]
speaker-label: শ্রীনিবাসন জৈন : bbox=[1009, 368, 1102, 382]
paragraph-text: তাই তো সূত্রগুলো জুড়ে যায়। bbox=[349, 2079, 485, 2093]
paragraph-text: ঠিক আছে। bbox=[349, 2413, 400, 2427]
speaker-label: শ্রীনিবাসন জৈন : bbox=[761, 344, 845, 358]
speaker-label: শ্রীনিবাসন জৈন : bbox=[16, 1051, 103, 1065]
paragraph bbox=[16, 1442, 249, 1492]
paragraph bbox=[762, 582, 994, 599]
paragraph bbox=[1258, 294, 1491, 394]
paragraph bbox=[264, 376, 497, 442]
paragraph bbox=[1258, 1256, 1491, 1307]
paragraph-text: হ্যাঁ। bbox=[348, 693, 365, 706]
paragraph bbox=[1010, 1657, 1243, 1774]
paragraph bbox=[762, 1211, 994, 1261]
speaker-label: শ্রীনিবাসন জৈন : bbox=[513, 1587, 597, 1601]
speaker-label: সজীব ওয়াজেদ : bbox=[1009, 1503, 1095, 1517]
paragraph-text: হ্যাঁ, সেটা ছিল রাজনৈতিক বিব্রতকর পরিস্থিতির কারণে। তার বিরুদ্ধে একটি অপপ্রচার চালানো হয়েছিল। আর স্পষ্ট বাংলাদেশের সরকার, এই শাসন, দুর্নীতি দমন কমিশন, এক ডজন মামলা, একপুত্র প্রমাণ নেই। আমাদের বিরুদ্ধে নেই। bbox=[761, 1780, 994, 1861]
paragraph-text: যেমন বলেছি, আমরা সে সব ক্লিপ খুঁজে পাইনি। আমরা আপনার কাছ থেকে সেগুলো পাবো। bbox=[761, 919, 994, 966]
paragraph-text: না, না, সবই শুনেছি। দেখুন, ২০১৮ সালের নির্বাচনের আগেই আমাদের জরিপ, এমনকি আমেরিকানদের মতামত জরিপও দেখিয়েছিল, আওয়ামী লীগ ভূমিধস জয় পাবে। আমরা কেউই কোনো অন্যায় চাইনি। প্রশাসনের কিছু লোক নিজেরাই এমন করেছে। আমার মা ও আমি– সবার পক্ষ থেকে, তীক্ষ্ণ ক্ষুব্ধ ছিলাম। আমরা পরিচ্ছন্ন নির্বাচন চেয়েছিলাম, আমরা এমনিতেই জিততাম। আমি নিজেই নতুন করে জনমত জরিপ চালাই। আমরা ৩০০ আসনের মধ্যে ১৮০টি ‘ব্যাটলগ্রাউন্ড’ আসনে জরিপ করি। সেখানে আমাদের সর্বনিম্ন জয়ের ব্যবধান ছিল ৩০ শতাংশ। তা হলে আমাদের কারচুপি কেন– না, আর ২০২৪ সালের নির্বাচনে কোনো কারচুপি হয়নি। দুর্ভাগ্যজনকভাবে, বিরোধীরা বয়কট করেছিল। bbox=[16, 1698, 250, 1945]
